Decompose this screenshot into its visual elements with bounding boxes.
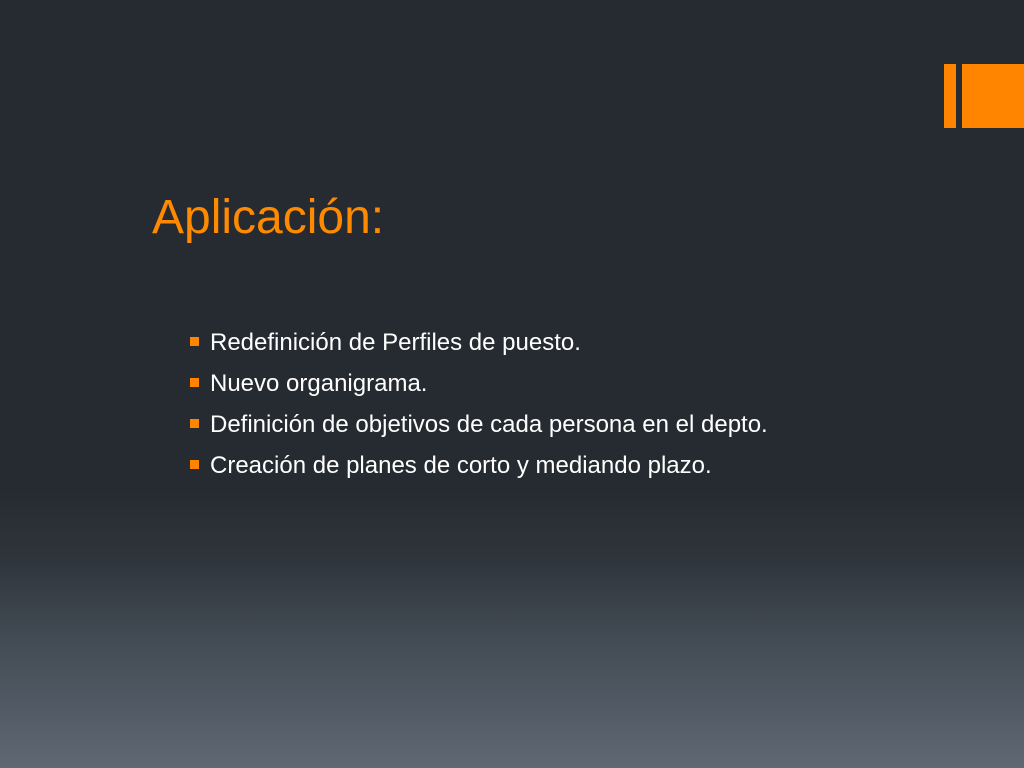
bullet-item [190,363,768,404]
square-bullet-icon [190,378,199,387]
square-bullet-icon [190,419,199,428]
bullet-list [190,322,768,486]
accent-bar-thin [944,64,956,128]
bullet-item [190,322,768,363]
bullet-text: Redefinición de Perfiles de puesto. [210,329,581,356]
accent-bar-wide [962,64,1024,128]
bullet-text: Definición de objetivos de cada persona en el depto. [210,411,768,438]
slide-title: Aplicación: [152,191,385,244]
bullet-item [190,404,768,445]
bullet-text: Creación de planes de corto y mediando plazo. [210,452,712,479]
square-bullet-icon [190,460,199,469]
bullet-item [190,445,768,486]
square-bullet-icon [190,337,199,346]
bullet-text: Nuevo organigrama. [210,370,428,397]
